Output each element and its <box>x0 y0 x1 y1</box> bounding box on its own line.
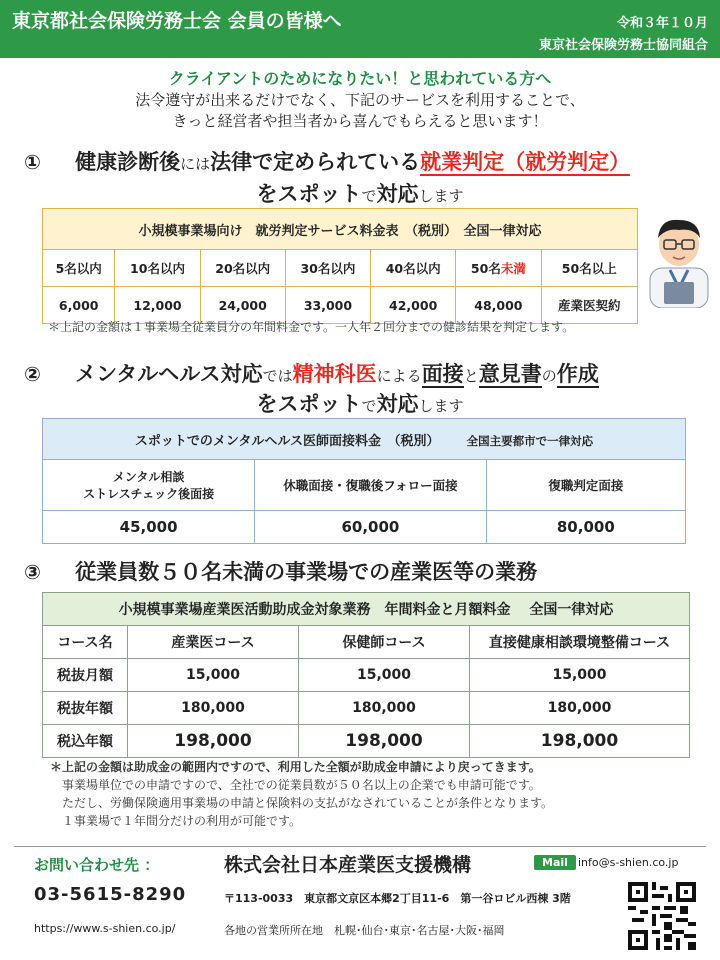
course-price-table <box>42 592 690 758</box>
table-row <box>43 725 690 758</box>
judgment-table-title: 小規模事業場向け 就労判定サービス料金表 （税別） 全国一律対応 <box>43 209 638 250</box>
table-header-cell: 保健師コース <box>299 626 470 659</box>
table-cell: 42,000 <box>371 287 456 324</box>
doctor-illustration <box>644 212 714 308</box>
section2-number: ② <box>24 362 41 386</box>
intro-line-2: 法令遵守が出来るだけでなく、下記のサービスを利用することで、 <box>135 91 585 109</box>
table-header-cell: 産業医コース <box>128 626 299 659</box>
table-cell: 48,000 <box>456 287 541 324</box>
table-cell: 24,000 <box>200 287 285 324</box>
section1-note: ＊上記の金額は１事業場全従業員分の年間料金です。一人年２回分までの健診結果を判定します。 <box>48 320 575 334</box>
cell-text-red: 未満 <box>500 261 526 276</box>
section3-note-3: ただし、労働保険適用事業場の申請と保険料の支払がなされていることが条件となります。 <box>62 796 554 810</box>
mental-col1-line1: メンタル相談 <box>112 470 185 484</box>
table-cell: 6,000 <box>43 287 115 324</box>
header-title: 東京都社会保険労務士会 会員の皆様へ <box>12 10 342 32</box>
table-cell: 5名以内 <box>43 250 115 287</box>
table-cell: 15,000 <box>470 659 690 692</box>
table-cell: 税抜月額 <box>43 659 128 692</box>
table-cell: 45,000 <box>43 511 255 544</box>
address: 〒113-0033 東京都文京区本郷2丁目11-6 第一谷ロビル西棟 3階 <box>224 892 571 905</box>
table-cell: 60,000 <box>255 511 486 544</box>
contact-label: お問い合わせ先 ： <box>34 856 160 874</box>
section1-h-c: 法律で定められている <box>210 150 421 174</box>
phone-number[interactable]: 03-5615-8290 <box>34 884 187 905</box>
table-cell: 10名以内 <box>115 250 200 287</box>
section1-subheading <box>0 178 720 208</box>
table-cell: 198,000 <box>299 725 470 758</box>
qr-code-icon <box>628 882 696 950</box>
mental-table-title: スポットでのメンタルヘルス医師面接料金 （税別） <box>134 433 440 449</box>
table-cell <box>43 460 255 511</box>
table-cell: 15,000 <box>299 659 470 692</box>
footer-divider <box>14 846 706 847</box>
section2-h-b: では <box>262 367 293 385</box>
section2-h-g: 意見書 <box>478 362 542 386</box>
section2-h-c: 精神科医 <box>292 362 377 386</box>
table-cell: 産業医契約 <box>541 287 638 324</box>
table-cell: 198,000 <box>128 725 299 758</box>
section1-number: ① <box>24 150 41 174</box>
table-cell: 12,000 <box>115 287 200 324</box>
course-table-title: 小規模事業場産業医活動助成金対象業務 年間料金と月額料金 全国一律対応 <box>43 593 690 626</box>
section1-sub-d: します <box>418 187 464 205</box>
table-cell: 50名以上 <box>541 250 638 287</box>
section1-heading <box>24 146 630 176</box>
section1-sub-a: をスポット <box>256 182 362 206</box>
section2-h-d: による <box>376 367 422 385</box>
section2-subheading <box>0 388 720 418</box>
intro-line-3: きっと経営者や担当者から喜んでもらえると思います！ <box>172 112 548 130</box>
table-cell <box>456 250 541 287</box>
mail-badge: Mail <box>534 855 576 870</box>
section1-h-a: 健康診断後 <box>75 150 181 174</box>
table-cell: 180,000 <box>470 692 690 725</box>
header-date: 令和３年１０月 <box>616 16 708 31</box>
section3-number: ③ <box>24 560 41 584</box>
section2-sub-c: 対応 <box>376 392 419 416</box>
table-row <box>43 511 686 544</box>
section1-h-b: には <box>180 155 211 173</box>
table-cell: 税込年額 <box>43 725 128 758</box>
cell-text: 50名 <box>470 261 501 276</box>
email-link[interactable]: info@s-shien.co.jp <box>578 856 679 869</box>
office-locations: 各地の営業所所在地 札幌･仙台･東京･名古屋･大阪･福岡 <box>224 924 505 937</box>
intro-line-1: クライアントのためになりたい！と思われている方へ <box>168 69 552 88</box>
table-row <box>43 250 638 287</box>
table-row <box>43 659 690 692</box>
section2-sub-d: します <box>418 397 464 415</box>
mental-table-title-right: 全国主要都市で一律対応 <box>466 433 594 448</box>
table-row <box>43 692 690 725</box>
table-header-cell: コース名 <box>43 626 128 659</box>
company-name: 株式会社日本産業医支援機構 <box>224 854 472 876</box>
section2-h-f: と <box>463 367 479 385</box>
section2-heading <box>24 358 599 388</box>
section2-h-h: の <box>541 367 557 385</box>
table-cell: 180,000 <box>299 692 470 725</box>
table-header-cell: 直接健康相談環境整備コース <box>470 626 690 659</box>
section1-h-d: 就業判定（就労判定） <box>420 150 631 174</box>
section3-note-1: ＊上記の金額は助成金の範囲内ですので、利用した全額が助成金申請により戻ってきます。 <box>50 760 541 774</box>
table-cell: 復職判定面接 <box>486 460 685 511</box>
section2-sub-b: で <box>361 397 377 415</box>
section2-h-e: 面接 <box>421 362 464 386</box>
section2-h-a: メンタルヘルス対応 <box>75 362 263 386</box>
section1-sub-b: で <box>361 187 377 205</box>
table-cell: 15,000 <box>128 659 299 692</box>
table-cell: 180,000 <box>128 692 299 725</box>
section3-note-2: 事業場単位での申請ですので、全社での従業員数が５０名以上の企業でも申請可能です。 <box>62 778 541 792</box>
table-cell: 198,000 <box>470 725 690 758</box>
website-link[interactable]: https://www.s-shien.co.jp/ <box>34 922 176 935</box>
table-cell: 休職面接・復職後フォロー面接 <box>255 460 486 511</box>
header-org: 東京社会保険労務士協同組合 <box>538 38 708 53</box>
table-row <box>43 460 686 511</box>
section2-h-i: 作成 <box>556 362 599 386</box>
table-row <box>43 626 690 659</box>
section3-note-4: １事業場で１年間分だけの利用が可能です。 <box>62 814 302 828</box>
table-cell: 33,000 <box>285 287 370 324</box>
section3-heading <box>24 556 537 586</box>
section3-title: 従業員数５０名未満の事業場での産業医等の業務 <box>75 560 538 584</box>
table-cell: 40名以内 <box>371 250 456 287</box>
section1-sub-c: 対応 <box>376 182 419 206</box>
table-cell: 20名以内 <box>200 250 285 287</box>
mental-price-table <box>42 418 686 544</box>
table-cell: 30名以内 <box>285 250 370 287</box>
judgment-price-table <box>42 208 638 324</box>
table-cell: 80,000 <box>486 511 685 544</box>
mental-table-title-cell <box>43 419 686 460</box>
section2-sub-a: をスポット <box>256 392 362 416</box>
mental-col1-line2: ストレスチェック後面接 <box>83 487 215 501</box>
table-cell: 税抜年額 <box>43 692 128 725</box>
